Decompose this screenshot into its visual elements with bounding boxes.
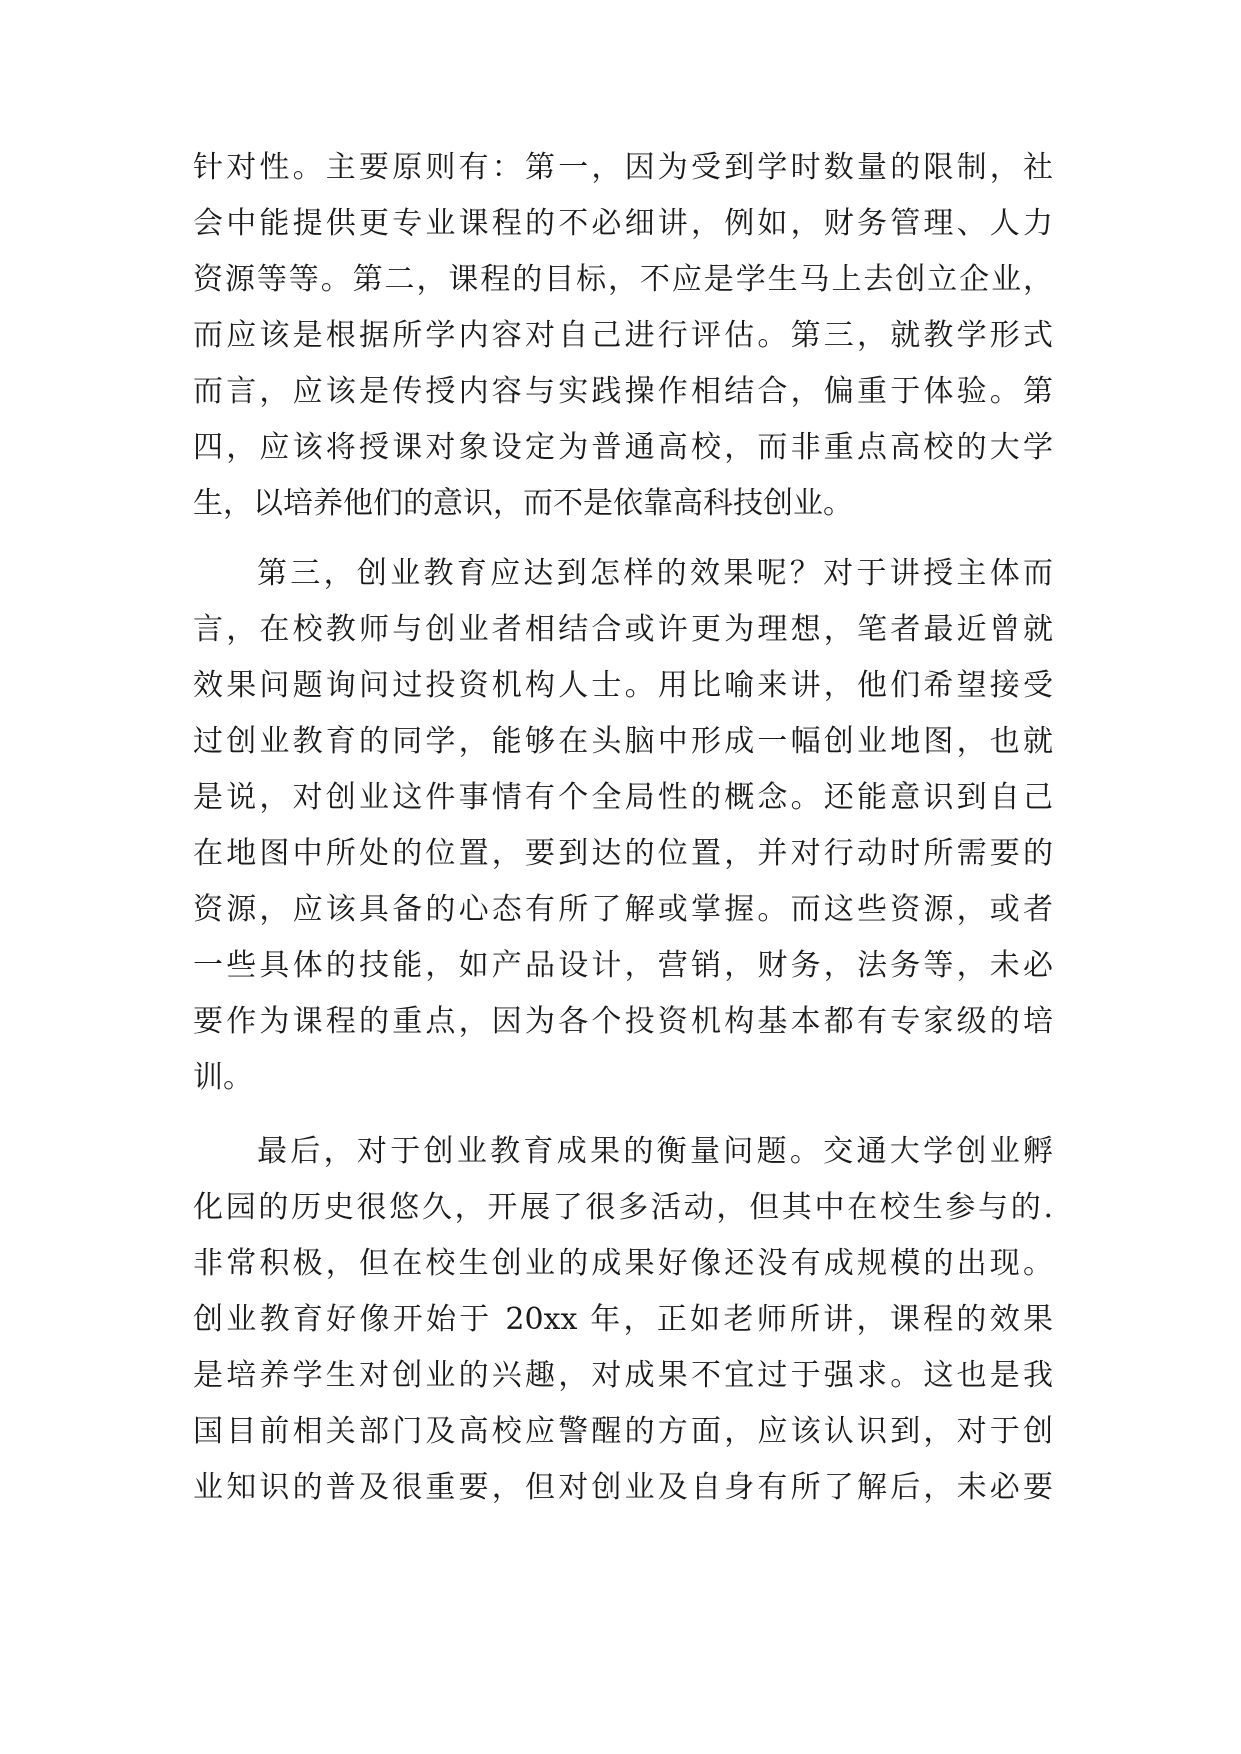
text-line: 而言，应该是传授内容与实践操作相结合，偏重于体验。第 <box>193 374 1053 409</box>
text-line: 非常积极，但在校生创业的成果好像还没有成规模的出现。 <box>193 1246 1053 1281</box>
text-line: 针对性。主要原则有：第一，因为受到学时数量的限制，社 <box>193 150 1053 185</box>
text-line: 而应该是根据所学内容对自己进行评估。第三，就教学形式 <box>193 318 1053 353</box>
text-line: 是说，对创业这件事情有个全局性的概念。还能意识到自己 <box>193 780 1053 815</box>
text-line: 生，以培养他们的意识，而不是依靠高科技创业。 <box>193 486 853 521</box>
text-line: 业知识的普及很重要，但对创业及自身有所了解后，未必要 <box>193 1470 1053 1505</box>
text-line: 过创业教育的同学，能够在头脑中形成一幅创业地图，也就 <box>193 724 1053 759</box>
text-line: 第三，创业教育应达到怎样的效果呢？对于讲授主体而 <box>257 556 1053 591</box>
text-line: 最后，对于创业教育成果的衡量问题。交通大学创业孵 <box>257 1134 1053 1169</box>
text-line: 效果问题询问过投资机构人士。用比喻来讲，他们希望接受 <box>193 668 1053 703</box>
text-line: 训。 <box>193 1060 253 1095</box>
text-line: 资源等等。第二，课程的目标，不应是学生马上去创立企业， <box>193 262 1053 297</box>
text-line: 国目前相关部门及高校应警醒的方面，应该认识到，对于创 <box>193 1414 1053 1449</box>
text-line: 四，应该将授课对象设定为普通高校，而非重点高校的大学 <box>193 430 1053 465</box>
text-line: 在地图中所处的位置，要到达的位置，并对行动时所需要的 <box>193 836 1053 871</box>
text-line: 言，在校教师与创业者相结合或许更为理想，笔者最近曾就 <box>193 612 1053 647</box>
text-line: 资源，应该具备的心态有所了解或掌握。而这些资源，或者 <box>193 892 1053 927</box>
text-line: 化园的历史很悠久，开展了很多活动，但其中在校生参与的. <box>193 1190 1053 1225</box>
text-line: 一些具体的技能，如产品设计，营销，财务，法务等，未必 <box>193 948 1053 983</box>
text-line: 会中能提供更专业课程的不必细讲，例如，财务管理、人力 <box>193 206 1053 241</box>
text-line: 是培养学生对创业的兴趣，对成果不宜过于强求。这也是我 <box>193 1358 1053 1393</box>
text-line: 要作为课程的重点，因为各个投资机构基本都有专家级的培 <box>193 1004 1053 1039</box>
text-line: 创业教育好像开始于 20xx 年，正如老师所讲，课程的效果 <box>193 1302 1053 1337</box>
